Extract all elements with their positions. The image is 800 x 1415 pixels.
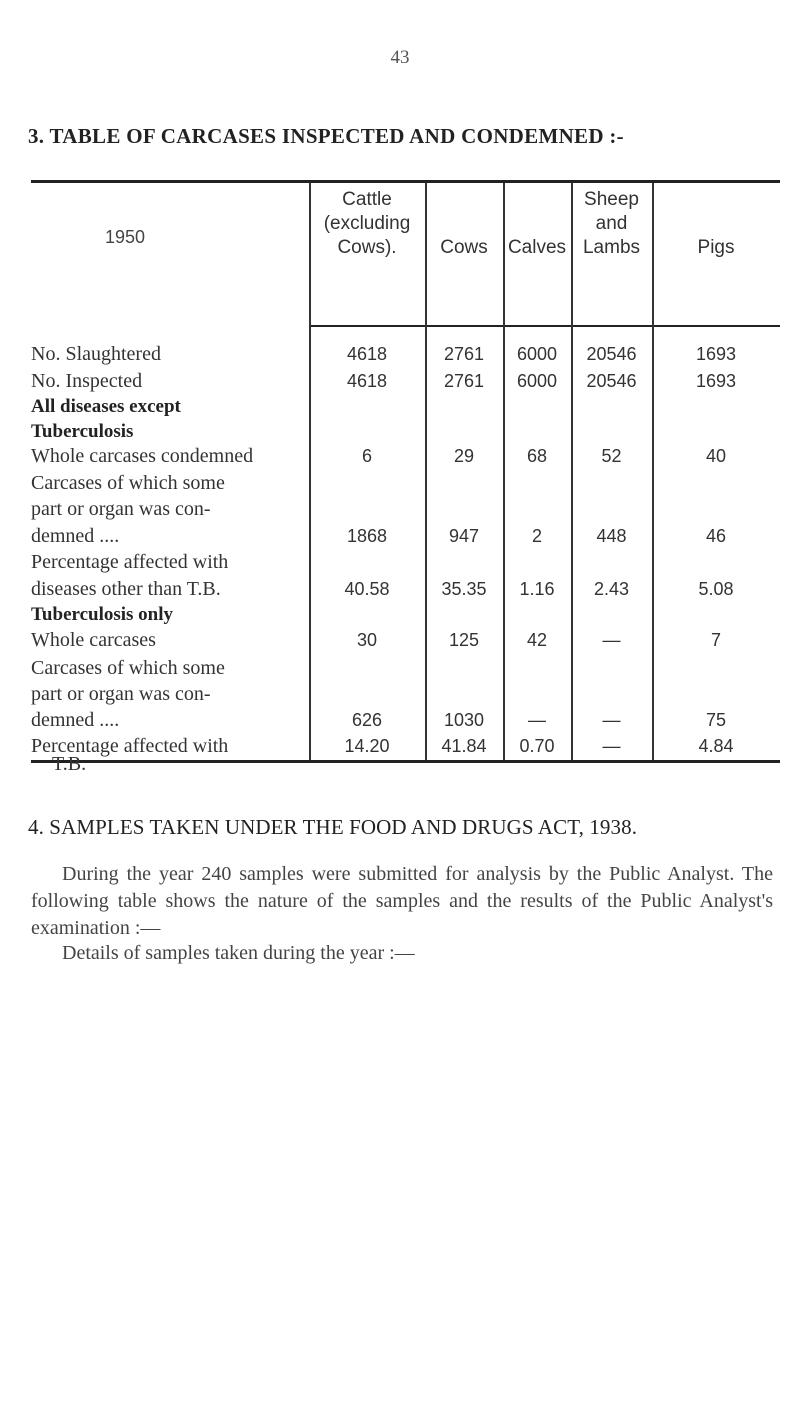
year-label: 1950 [105,227,146,247]
row-label: Whole carcases condemned [31,445,254,467]
header-sheep [571,188,652,260]
header-sheep-line: and [595,213,628,234]
table-cell: 1.16 [519,579,555,599]
table-cell: 46 [705,526,727,546]
table-cell: 7 [710,630,721,650]
header-pigs: Pigs [697,237,735,258]
intro-paragraph: During the year 240 samples were submitted for analysis by the Public Analyst. The following table shows the nature of the samples and the results of the Public Analyst's examination :— [31,863,773,939]
table-cell: 4618 [346,371,388,391]
details-paragraph: Details of samples taken during the year :— [62,942,415,964]
header-sheep-line: Lambs [582,237,641,258]
section-4-title: 4. SAMPLES TAKEN UNDER THE FOOD AND DRUGS ACT, 1938. [28,815,638,839]
row-label: demned .... [31,709,120,731]
column-divider [571,183,573,760]
row-label: demned .... [31,525,120,547]
table-cell: 40.58 [344,579,390,599]
row-label: No. Inspected [31,370,143,392]
table-cell: 1693 [695,371,737,391]
table-cell: 6000 [516,371,558,391]
table-cell: 6 [361,446,372,466]
header-cows: Cows [440,237,488,258]
column-divider [425,183,427,760]
row-label: Whole carcases [31,629,156,651]
row-label: part or organ was con- [31,683,211,705]
table-cell: 2761 [443,371,485,391]
table-cell: 52 [601,446,622,466]
table-cell: 41.84 [441,736,487,756]
header-calves: Calves [507,237,567,258]
header-sheep-line: Sheep [584,189,639,210]
table-bottom-rule [31,760,780,763]
table-cell: 1868 [346,526,388,546]
header-rule [309,325,780,327]
table-cell: 40 [705,446,727,466]
table-cell: 4.84 [698,736,734,756]
row-label: diseases other than T.B. [31,578,221,600]
table-cell: 2761 [443,344,485,364]
section-3-title: 3. TABLE OF CARCASES INSPECTED AND CONDEMNED :- [28,124,624,148]
table-cell: 1693 [695,344,737,364]
group-label: Tuberculosis only [31,604,174,625]
group-label: All diseases except [31,396,181,417]
table-cell: 5.08 [698,579,734,599]
row-label: Percentage affected with [31,735,229,757]
table-cell: 2 [531,526,542,546]
table-cell: 68 [526,446,548,466]
header-cattle-line: (excluding [323,213,411,234]
column-divider [309,183,311,760]
header-cattle [309,188,425,260]
header-cattle-line: Cows). [337,237,397,258]
table-cell: 30 [356,630,378,650]
table-cell: 75 [705,710,727,730]
table-cell: 4618 [346,344,388,364]
header-cattle-line: Cattle [342,189,392,210]
table-cell: 35.35 [441,579,487,599]
table-cell: 1030 [443,710,485,730]
column-divider [652,183,654,760]
row-label: No. Slaughtered [31,343,161,365]
table-cell: — [528,710,546,730]
table-cell: 125 [448,630,480,650]
table-cell: 626 [351,710,383,730]
row-label: Carcases of which some [31,657,225,679]
table-cell: 42 [526,630,548,650]
table-cell: 14.20 [344,736,390,756]
table-cell: 20546 [586,344,637,364]
table-cell: 20546 [586,371,637,391]
table-cell: 947 [448,526,480,546]
table-cell: 2.43 [593,579,630,599]
table-cell: 29 [453,446,475,466]
table-cell: 6000 [516,344,558,364]
column-divider [503,183,505,760]
page-number: 43 [390,47,410,68]
table-cell: — [602,630,621,650]
row-label: Carcases of which some [31,472,225,494]
table-cell: — [602,710,621,730]
table-cell: — [602,736,621,756]
table-cell: 0.70 [519,736,555,756]
group-label: Tuberculosis [31,421,134,442]
table-cell: 448 [596,526,627,546]
row-label: part or organ was con- [31,498,211,520]
table-top-rule [31,180,780,183]
row-label: T.B. [52,753,87,775]
row-label: Percentage affected with [31,551,229,573]
